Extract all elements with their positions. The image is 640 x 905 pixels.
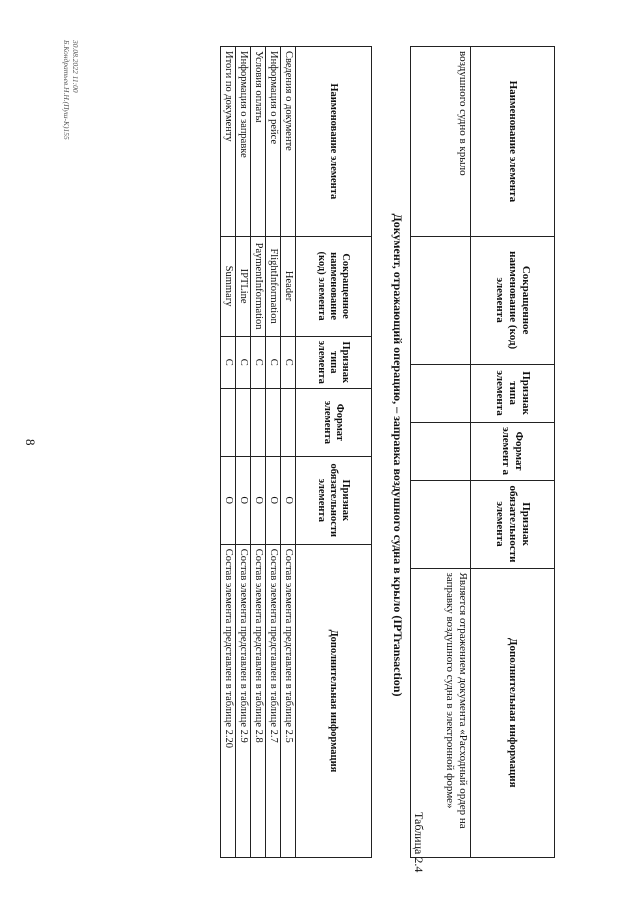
cell-name: Информация о рейсе xyxy=(266,47,281,237)
cell-type: С xyxy=(221,336,236,388)
cell-format xyxy=(236,388,251,456)
cell-info: Состав элемента представлен в таблице 2.8 xyxy=(251,544,266,857)
cell-required: О xyxy=(251,456,266,544)
cell-info: Является отражением документа «Расходный ордер на заправку воздушного судна в электронной форме» xyxy=(411,568,471,858)
header-type: Признак типа элемента xyxy=(471,364,555,422)
table-iptransaction xyxy=(220,46,372,858)
table-row xyxy=(236,47,251,858)
cell-code: Summary xyxy=(221,236,236,336)
stamp-signer: Б.Кондратьев.Н.Н.(Пуш-К)155 xyxy=(62,40,71,140)
cell-format xyxy=(411,422,471,480)
cell-code: Header xyxy=(281,236,296,336)
header-code: Сокращенное наименование (код) элемента xyxy=(471,236,555,364)
header-name: Наименование элемента xyxy=(296,47,372,237)
header-code: Сокращенное наименование (код) элемента xyxy=(296,236,372,336)
table-row xyxy=(411,47,471,858)
cell-info: Состав элемента представлен в таблице 2.20 xyxy=(221,544,236,857)
electronic-signature-stamp xyxy=(62,40,80,140)
header-format: Формат элемент а xyxy=(471,422,555,480)
header-type: Признак типа элемента xyxy=(296,336,372,388)
cell-code: FlightInformation xyxy=(266,236,281,336)
cell-type: С xyxy=(281,336,296,388)
cell-required: О xyxy=(266,456,281,544)
cell-type: С xyxy=(236,336,251,388)
cell-info: Состав элемента представлен в таблице 2.9 xyxy=(236,544,251,857)
cell-type xyxy=(411,364,471,422)
header-name: Наименование элемента xyxy=(471,47,555,237)
table-header-row xyxy=(296,47,372,858)
header-info: Дополнительная информация xyxy=(471,568,555,858)
cell-required xyxy=(411,480,471,568)
cell-name: Сведения о документе xyxy=(281,47,296,237)
cell-format xyxy=(251,388,266,456)
cell-code: PaymentInformation xyxy=(251,236,266,336)
table-element-info xyxy=(410,46,555,858)
cell-format xyxy=(266,388,281,456)
header-required: Признак обязательности элемента xyxy=(296,456,372,544)
table-title: Документ, отражающий операцию, – заправка воздушного судна в крыло (IPTransaction) xyxy=(391,213,405,697)
header-required: Признак обязательности элемента xyxy=(471,480,555,568)
cell-name: Условия оплаты xyxy=(251,47,266,237)
cell-name: воздушного судно в крыло xyxy=(411,47,471,237)
table-header-row xyxy=(471,47,555,858)
cell-code xyxy=(411,236,471,364)
cell-name: Итоги по документу xyxy=(221,47,236,237)
cell-info: Состав элемента представлен в таблице 2.7 xyxy=(266,544,281,857)
cell-code: IPTLine xyxy=(236,236,251,336)
cell-format xyxy=(281,388,296,456)
cell-required: О xyxy=(236,456,251,544)
cell-type: С xyxy=(266,336,281,388)
cell-name: Информация о заправке xyxy=(236,47,251,237)
cell-info: Состав элемента представлен в таблице 2.5 xyxy=(281,544,296,857)
cell-type: С xyxy=(251,336,266,388)
stamp-date: 30.08.2022 11:00 xyxy=(71,40,80,93)
cell-required: О xyxy=(281,456,296,544)
table-row xyxy=(251,47,266,858)
page-number: 8 xyxy=(23,439,38,446)
table-row xyxy=(221,47,236,858)
header-info: Дополнительная информация xyxy=(296,544,372,857)
table-number: Таблица 2.4 xyxy=(412,812,426,873)
table-row xyxy=(266,47,281,858)
cell-required: О xyxy=(221,456,236,544)
cell-format xyxy=(221,388,236,456)
table-row xyxy=(281,47,296,858)
header-format: Формат элемента xyxy=(296,388,372,456)
